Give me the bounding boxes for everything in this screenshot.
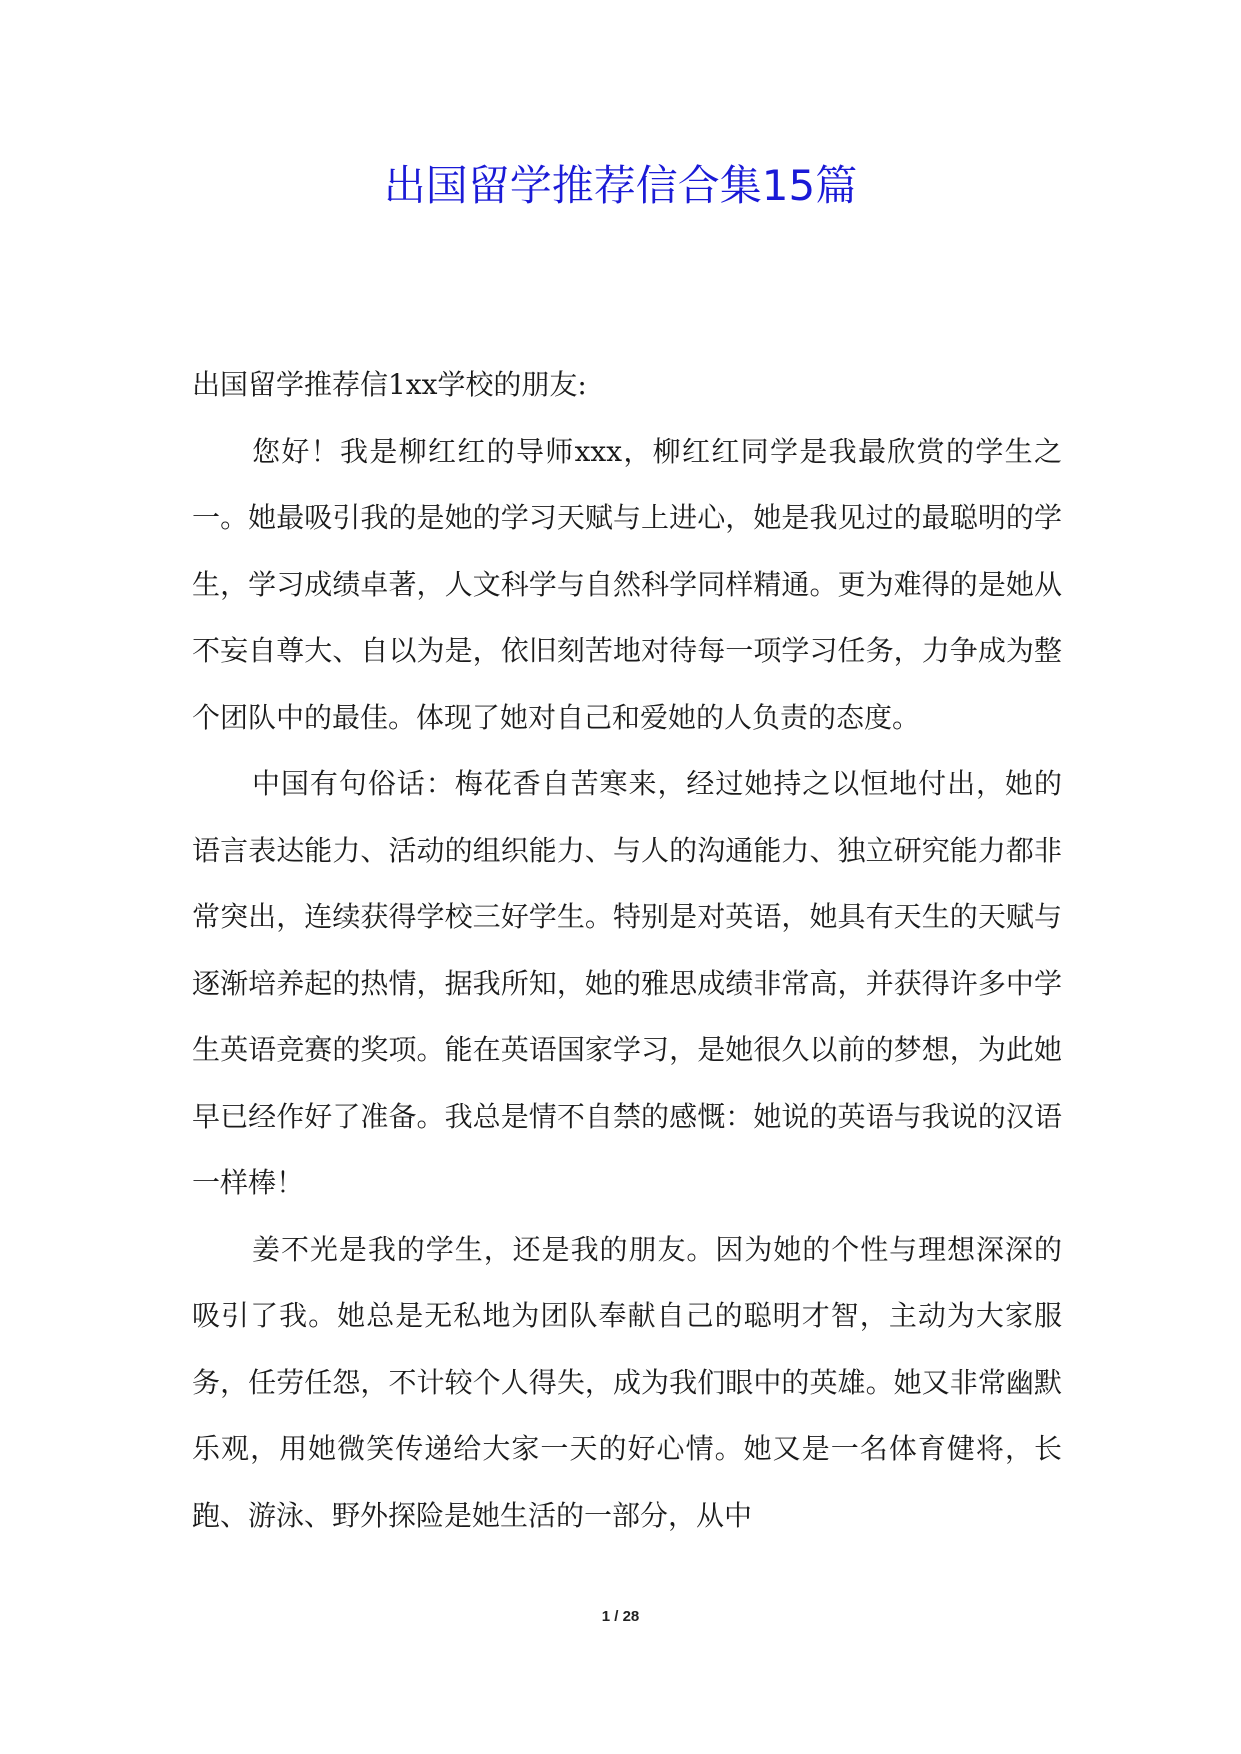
paragraph-1: 您好！我是柳红红的导师xxx，柳红红同学是我最欣赏的学生之一。她最吸引我的是她的学习天赋与上进心，她是我见过的最聪明的学生，学习成绩卓著，人文科学与自然科学同样精通。更为难得的是她从不妄自尊大、自以为是，依旧刻苦地对待每一项学习任务，力争成为整个团队中的最佳。体现了她对自己和爱她的人负责的态度。 <box>192 434 1062 734</box>
page-number: 1 / 28 <box>601 1608 640 1625</box>
document-body <box>192 352 1062 1549</box>
salutation: 出国留学推荐信1xx学校的朋友: <box>192 368 587 401</box>
paragraph-3: 姜不光是我的学生，还是我的朋友。因为她的个性与理想深深的吸引了我。她总是无私地为团队奉献自己的聪明才智，主动为大家服务，任劳任怨，不计较个人得失，成为我们眼中的英雄。她又非常幽默乐观，用她微笑传递给大家一天的好心情。她又是一名体育健将，长跑、游泳、野外探险是她生活的一部分，从中 <box>192 1232 1062 1532</box>
paragraph-2: 中国有句俗话：梅花香自苦寒来，经过她持之以恒地付出，她的语言表达能力、活动的组织能力、与人的沟通能力、独立研究能力都非常突出，连续获得学校三好学生。特别是对英语，她具有天生的天赋与逐渐培养起的热情，据我所知，她的雅思成绩非常高，并获得许多中学生英语竞赛的奖项。能在英语国家学习，是她很久以前的梦想，为此她早已经作好了准备。我总是情不自禁的感慨：她说的英语与我说的汉语一样棒！ <box>192 767 1062 1199</box>
document-title: 出国留学推荐信合集15篇 <box>383 161 858 210</box>
